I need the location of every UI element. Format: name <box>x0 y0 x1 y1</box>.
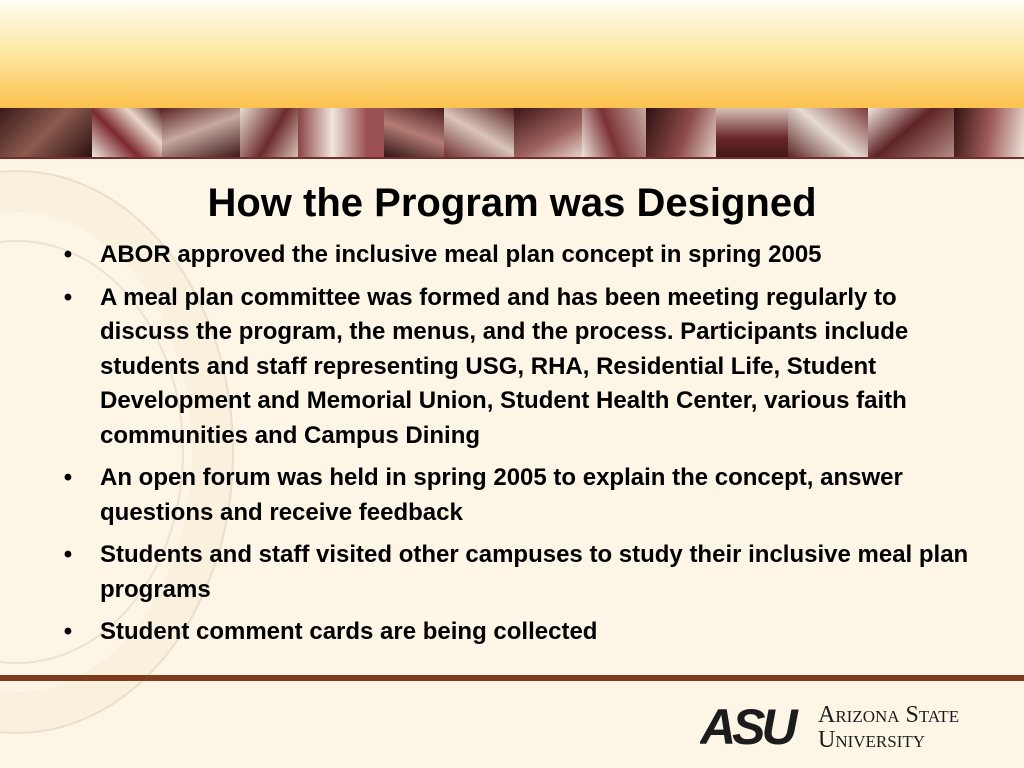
bullet-item <box>58 615 978 650</box>
bullet-text: Student comment cards are being collected <box>100 618 598 645</box>
bullet-text: A meal plan committee was formed and has been meeting regularly to discuss the program, the menus, and the process. Participants include students and staff representing USG, RHA, Residential Life, Student Development and Memorial Union, Student Health Center, various faith communities and Campus Dining <box>100 283 909 449</box>
asu-logo-mark: ASU <box>700 699 794 750</box>
photo-tile <box>162 108 240 158</box>
photo-tile <box>954 108 1024 158</box>
photo-tile <box>514 108 582 158</box>
photo-tile <box>444 108 514 158</box>
bullet-item <box>58 461 978 530</box>
footer-rule <box>0 675 1024 681</box>
bullet-item <box>58 281 978 454</box>
bullet-item <box>58 238 978 273</box>
photo-tile <box>384 108 444 158</box>
bullet-text: Students and staff visited other campuses to study their inclusive meal plan programs <box>100 541 969 603</box>
asu-logo-graphic <box>700 698 1000 750</box>
bullet-glyph: • <box>63 464 73 491</box>
photo-tile <box>868 108 954 158</box>
header-photo-strip <box>0 108 1024 158</box>
header-divider <box>0 157 1024 159</box>
bullet-glyph: • <box>63 618 73 645</box>
photo-tile <box>240 108 298 158</box>
asu-logo-line1: Arizona State <box>818 702 960 728</box>
bullet-text: An open forum was held in spring 2005 to explain the concept, answer questions and receive feedback <box>100 464 903 526</box>
bullet-text: ABOR approved the inclusive meal plan concept in spring 2005 <box>100 241 822 268</box>
photo-tile <box>716 108 788 158</box>
photo-tile <box>92 108 162 158</box>
photo-tile <box>298 108 384 158</box>
bullet-glyph: • <box>63 541 73 568</box>
header-gradient-band <box>0 0 1024 108</box>
photo-tile <box>788 108 868 158</box>
bullet-list <box>58 238 978 658</box>
photo-tile <box>582 108 646 158</box>
bullet-glyph: • <box>63 283 73 311</box>
bullet-glyph: • <box>63 241 73 268</box>
asu-logo-line2: University <box>818 727 926 750</box>
asu-logo <box>700 698 1000 750</box>
bullet-item <box>58 538 978 607</box>
photo-tile <box>646 108 716 158</box>
slide-title: How the Program was Designed <box>207 181 817 225</box>
photo-tile <box>0 108 92 158</box>
